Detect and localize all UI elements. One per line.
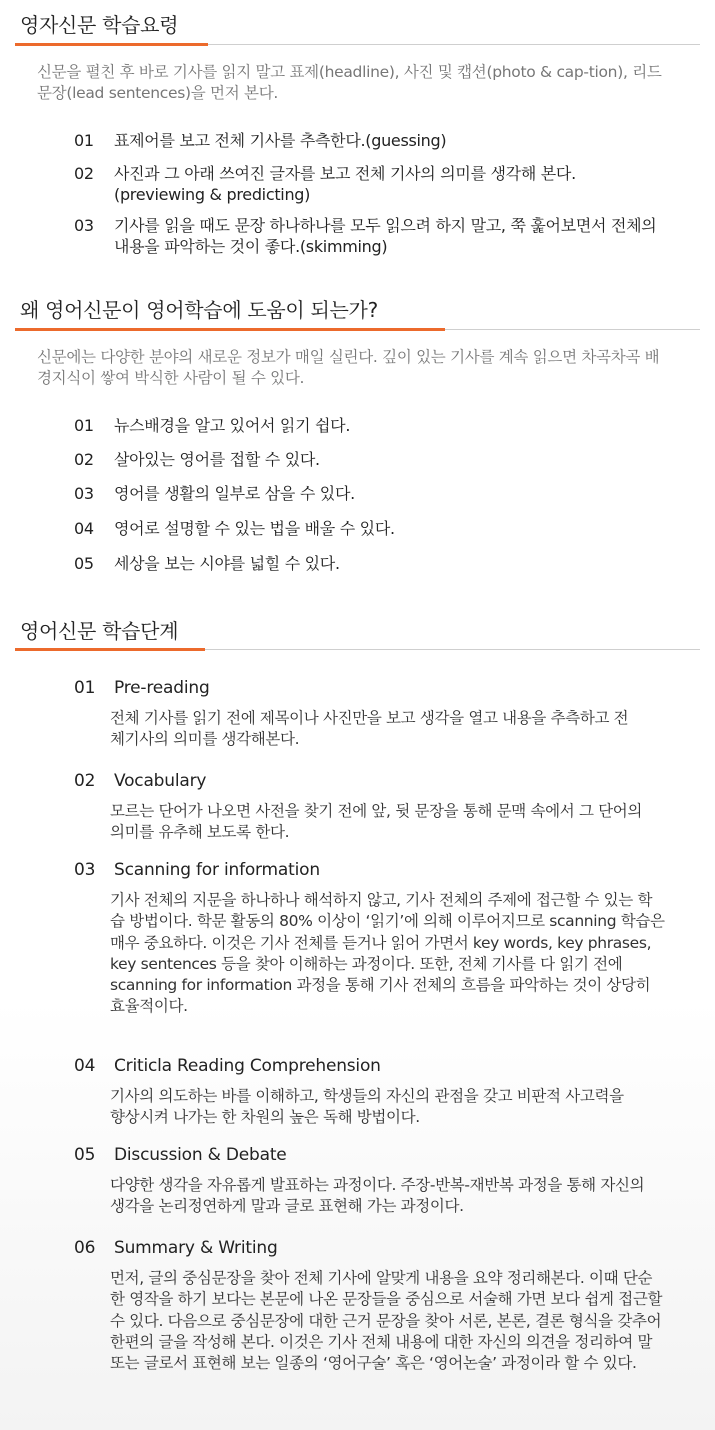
item-text: 기사를 읽을 때도 문장 하나하나를 모두 읽으려 하지 말고, 쭉 훑어보면서 전체의 내용을 파악하는 것이 좋다.(skimming) <box>114 216 657 256</box>
step-number: 04 <box>74 1056 96 1076</box>
step-number: 05 <box>74 1145 96 1165</box>
step-description: 기사의 의도하는 바를 이해하고, 학생들의 자신의 관점을 갖고 비판적 사고력을 향상시켜 나가는 한 차원의 높은 독해 방법이다. <box>110 1087 624 1127</box>
item-text: 세상을 보는 시야를 넓힐 수 있다. <box>114 554 340 573</box>
step-number: 02 <box>74 771 96 791</box>
section-divider <box>15 329 700 330</box>
item-text: 영어를 생활의 일부로 삼을 수 있다. <box>114 484 355 503</box>
section-intro: 신문에는 다양한 분야의 새로운 정보가 매일 실린다. 깊이 있는 기사를 계속 읽으면 차곡차곡 배경지식이 쌓여 박식한 사람이 될 수 있다. <box>37 348 660 387</box>
step-description: 전체 기사를 읽기 전에 제목이나 사진만을 보고 생각을 열고 내용을 추측하고 전체기사의 의미를 생각해본다. <box>110 709 629 749</box>
item-text: 사진과 그 아래 쓰여진 글자를 보고 전체 기사의 의미를 생각해 본다. (previewing & predicting) <box>114 164 576 204</box>
step-number: 01 <box>74 678 96 698</box>
section-intro: 신문을 펼친 후 바로 기사를 읽지 말고 표제(headline), 사진 및 캡션(photo & cap-tion), 리드 문장(lead sentences)을 먼저 본다. <box>37 63 662 102</box>
item-text: 영어로 설명할 수 있는 법을 배울 수 있다. <box>114 519 395 538</box>
step-title: Vocabulary <box>114 771 207 791</box>
step-description: 모르는 단어가 나오면 사전을 찾기 전에 앞, 뒷 문장을 통해 문맥 속에서 그 단어의 의미를 유추해 보도록 한다. <box>110 802 643 842</box>
step-title: Discussion & Debate <box>114 1145 287 1165</box>
section-divider <box>15 44 700 45</box>
step-title: Criticla Reading Comprehension <box>114 1056 381 1076</box>
step-title: Pre-reading <box>114 678 210 698</box>
step-number: 03 <box>74 860 96 880</box>
item-number: 01 <box>74 416 94 435</box>
step-title: Summary & Writing <box>114 1238 278 1258</box>
item-number: 02 <box>74 164 94 183</box>
step-title: Scanning for information <box>114 860 320 880</box>
item-number: 01 <box>74 131 94 150</box>
divider-accent <box>15 648 205 651</box>
step-description: 다양한 생각을 자유롭게 발표하는 과정이다. 주장-반복-재반복 과정을 통해 자신의 생각을 논리정연하게 말과 글로 표현해 가는 과정이다. <box>110 1176 645 1216</box>
section-title-study-tips: 영자신문 학습요령 <box>20 13 179 37</box>
step-description: 기사 전체의 지문을 하나하나 해석하지 않고, 기사 전체의 주제에 접근할 수 있는 학습 방법이다. 학문 활동의 80% 이상이 ‘읽기’에 의해 이루어지므로 scanning 학습은 매우 중요하다. 이것은 기사 전체를 듣거나 읽어 가면서 key words, key phrases, key sentences 등을 찾아 이해하는 과정이다. 또한, 전체 기사를 다 읽기 전에 scanning for information 과정을 통해 기사 전체의 흐름을 파악하는 것이 상당히 효율적이다. <box>110 891 665 1016</box>
step-number: 06 <box>74 1238 96 1258</box>
section-title-why-newspaper: 왜 영어신문이 영어학습에 도움이 되는가? <box>20 298 378 322</box>
item-text: 뉴스배경을 알고 있어서 읽기 쉽다. <box>114 416 351 435</box>
item-number: 04 <box>74 519 94 538</box>
item-number: 03 <box>74 216 94 235</box>
section-title-study-steps: 영어신문 학습단계 <box>20 619 179 643</box>
item-number: 02 <box>74 450 94 469</box>
item-number: 05 <box>74 554 94 573</box>
item-number: 03 <box>74 484 94 503</box>
item-text: 살아있는 영어를 접할 수 있다. <box>114 450 320 469</box>
divider-accent <box>15 328 445 331</box>
divider-accent <box>15 43 208 46</box>
step-description: 먼저, 글의 중심문장을 찾아 전체 기사에 알맞게 내용을 요약 정리해본다. 이때 단순한 영작을 하기 보다는 본문에 나온 문장들을 중심으로 서술해 가면 보다 쉽게 접근할 수 있다. 다음으로 중심문장에 대한 근거 문장을 찾아 서론, 본론, 결론 형식을 갖추어 한편의 글을 작성해 본다. 이것은 기사 전체 내용에 대한 자신의 의견을 정리하여 말 또는 글로서 표현해 보는 일종의 ‘영어구술’ 혹은 ‘영어논술’ 과정이라 할 수 있다. <box>110 1269 663 1373</box>
item-text: 표제어를 보고 전체 기사를 추측한다.(guessing) <box>114 131 447 150</box>
section-divider <box>15 649 700 650</box>
